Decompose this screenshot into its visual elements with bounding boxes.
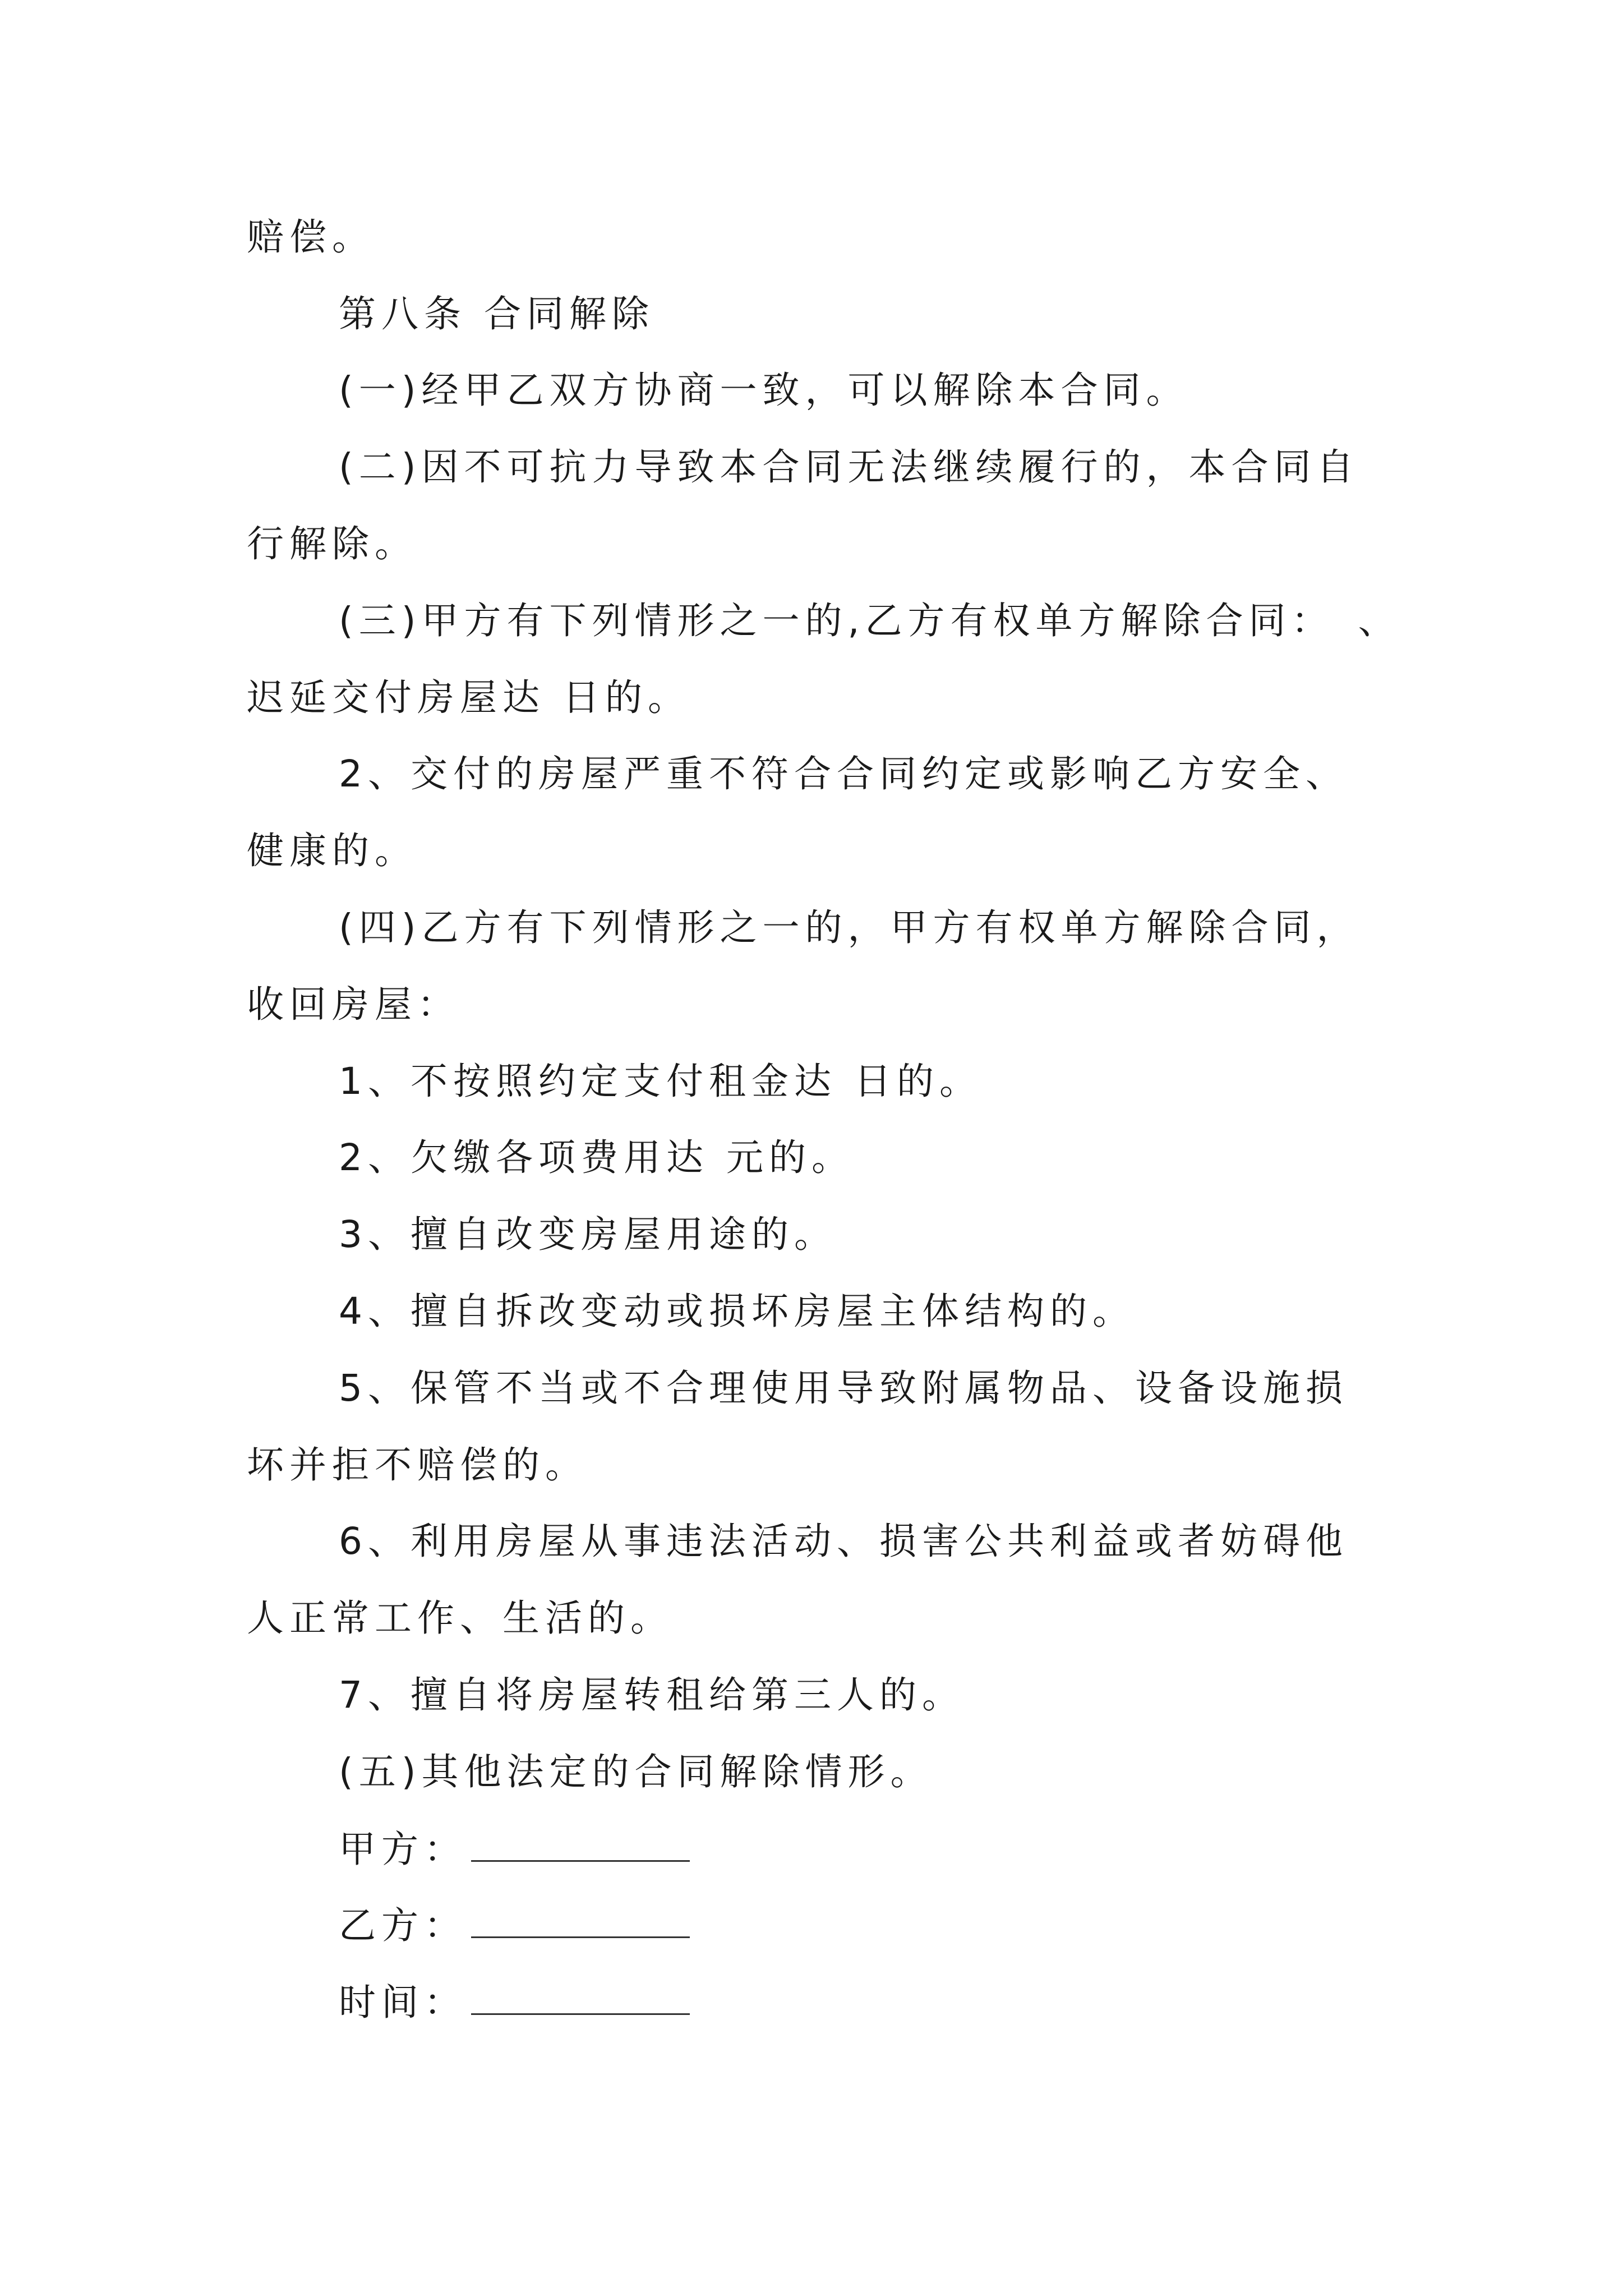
text-line: 2、欠缴各项费用达 元的。 — [339, 1136, 854, 1179]
text-line: 坏并拒不赔偿的。 — [247, 1443, 588, 1487]
signature-party-b — [339, 1903, 690, 1948]
text-line: 健康的。 — [247, 829, 417, 872]
text-line: (一)经甲乙双方协商一致，可以解除本合同。 — [339, 369, 1189, 412]
text-line: (三)甲方有下列情形之一的,乙方有权单方解除合同： 、 — [339, 599, 1401, 642]
signature-date — [339, 1980, 690, 2025]
text-line: 人正常工作、生活的。 — [247, 1596, 673, 1640]
text-line: (四)乙方有下列情形之一的，甲方有权单方解除合同， — [339, 906, 1359, 949]
section-heading: 第八条 合同解除 — [339, 292, 654, 335]
text-line: 行解除。 — [247, 522, 417, 565]
party-a-label: 甲方： — [339, 1828, 467, 1871]
text-line: 5、保管不当或不合理使用导致附属物品、设备设施损 — [339, 1366, 1348, 1410]
text-line: 迟延交付房屋达 日的。 — [247, 676, 690, 719]
signature-party-a — [339, 1826, 690, 1872]
text-line: (二)因不可抗力导致本合同无法继续履行的，本合同自 — [339, 445, 1359, 489]
text-line: 收回房屋： — [247, 983, 460, 1026]
date-label: 时间： — [339, 1981, 467, 2024]
text-line: 赔偿。 — [247, 215, 375, 259]
text-line: 4、擅自拆改变动或损坏房屋主体结构的。 — [339, 1290, 1135, 1333]
text-line: 6、利用房屋从事违法活动、损害公共利益或者妨碍他 — [339, 1520, 1348, 1563]
text-line: 2、交付的房屋严重不符合合同约定或影响乙方安全、 — [339, 752, 1348, 795]
text-line: 3、擅自改变房屋用途的。 — [339, 1213, 837, 1256]
date-blank[interactable] — [471, 1980, 690, 2015]
party-b-blank[interactable] — [471, 1903, 690, 1938]
text-line: (五)其他法定的合同解除情形。 — [339, 1750, 933, 1793]
text-line: 1、不按照约定支付租金达 日的。 — [339, 1060, 982, 1103]
party-b-label: 乙方： — [339, 1904, 467, 1947]
party-a-blank[interactable] — [471, 1826, 690, 1862]
text-line: 7、擅自将房屋转租给第三人的。 — [339, 1673, 965, 1717]
